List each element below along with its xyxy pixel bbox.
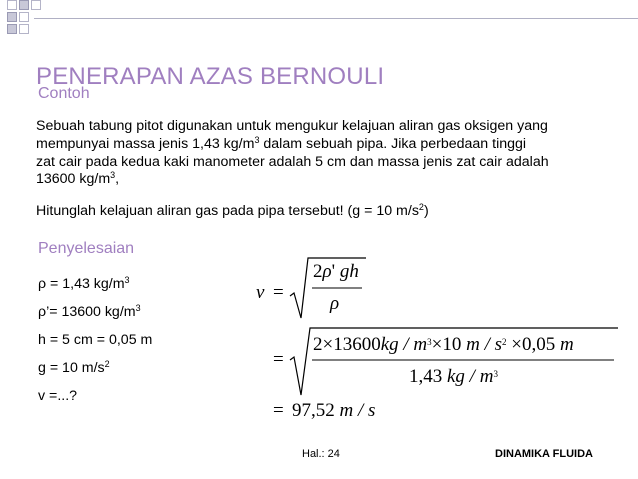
result <box>292 401 375 421</box>
num-part: 2×13600 <box>313 334 381 355</box>
problem-line-2b: dalam sebuah pipa. Jika perbedaan tinggi <box>259 135 527 152</box>
exponent: 3 <box>124 275 130 285</box>
prime-mark: ' <box>331 261 336 282</box>
velocity-symbol: v <box>256 282 265 303</box>
exponent: 3 <box>110 170 116 181</box>
equals-sign: = <box>273 349 284 370</box>
solution-heading: Penyelesaian <box>38 240 135 257</box>
denominator-2 <box>409 367 498 387</box>
footer-title: DINAMIKA FLUIDA <box>495 448 593 460</box>
result-value: 97,52 <box>292 400 335 421</box>
exponent: 2 <box>104 359 110 369</box>
gh-term: gh <box>339 261 359 282</box>
coefficient: 2 <box>313 261 323 282</box>
given-text: g = 10 m/s <box>38 360 105 376</box>
problem-line-4b: , <box>115 171 120 188</box>
exponent: 3 <box>493 369 498 379</box>
denominator-1: ρ <box>330 293 340 314</box>
exponent: 2 <box>502 337 507 347</box>
exponent: 3 <box>427 337 432 347</box>
slide-title: PENERAPAN AZAS BERNOULI <box>36 63 385 90</box>
given-text: ρ = 1,43 kg/m <box>38 276 125 292</box>
num-part: ×10 <box>431 334 462 355</box>
page-number: Hal.: 24 <box>302 448 340 460</box>
problem-line-4a: 13600 kg/m <box>36 171 111 188</box>
den-part: 1,43 <box>409 366 443 387</box>
num-part: ×0,05 <box>511 334 556 355</box>
num-unit: m <box>560 334 574 355</box>
problem-line-1: Sebuah tabung pitot digunakan untuk mengukur kelajuan aliran gas oksigen yang <box>36 118 548 134</box>
result-unit: m / s <box>339 400 376 421</box>
exponent: 3 <box>254 134 260 145</box>
problem-line-2a: mempunyai massa jenis 1,43 kg/m <box>36 135 255 152</box>
den-unit: kg / m <box>447 366 494 387</box>
numerator-1 <box>313 262 359 282</box>
given-text: v =...? <box>38 388 78 404</box>
problem-line-3: zat cair pada kedua kaki manometer adalah 5 cm dan massa jenis zat cair adalah <box>36 153 549 170</box>
question-close: ) <box>423 203 429 219</box>
given-text: ρ’= 13600 kg/m <box>38 304 136 320</box>
exponent: 3 <box>135 303 141 313</box>
num-unit: kg / m <box>380 334 428 355</box>
num-unit: m / s <box>466 334 503 355</box>
equals-sign: = <box>273 400 284 421</box>
given-text: h = 5 cm = 0,05 m <box>38 332 153 348</box>
exponent: 2 <box>418 202 424 212</box>
numerator-2 <box>313 335 574 355</box>
equals-sign: = <box>273 282 284 303</box>
question-text: Hitunglah kelajuan aliran gas pada pipa tersebut! (g = 10 m/s <box>36 203 419 219</box>
rho-symbol: ρ <box>322 261 332 282</box>
slide-subtitle: Contoh <box>38 85 90 102</box>
